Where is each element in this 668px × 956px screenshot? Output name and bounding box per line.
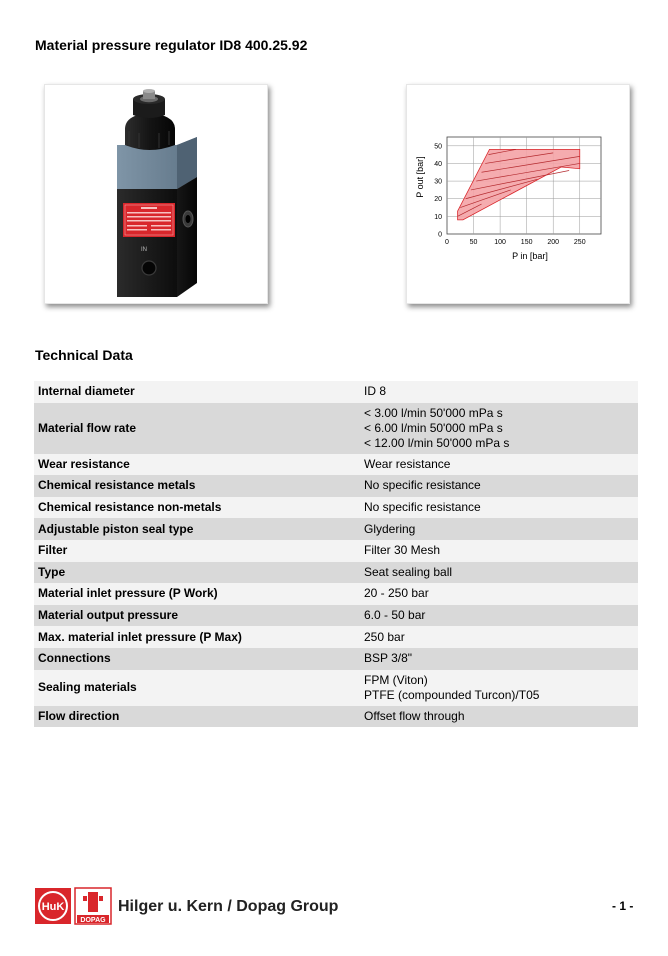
pressure-chart xyxy=(406,84,630,304)
section-title: Technical Data xyxy=(35,347,133,363)
table-row xyxy=(34,454,638,476)
y-tick-label: 20 xyxy=(434,196,442,204)
row-value xyxy=(360,454,638,476)
row-label: Chemical resistance metals xyxy=(38,478,196,493)
row-value xyxy=(360,540,638,562)
row-value-line: 6.0 - 50 bar xyxy=(364,608,426,623)
chart-x-label: P in [bar] xyxy=(512,251,548,261)
row-label: Type xyxy=(38,564,66,579)
row-value-line: No specific resistance xyxy=(364,478,481,493)
y-tick-label: 10 xyxy=(434,213,442,221)
row-value xyxy=(360,562,638,584)
row-value xyxy=(360,670,638,706)
table-row xyxy=(34,670,638,706)
row-value xyxy=(360,605,638,627)
y-tick-label: 30 xyxy=(434,178,442,186)
row-value-line: < 12.00 l/min 50'000 mPa s xyxy=(364,435,510,450)
row-value-line: 250 bar xyxy=(364,629,405,644)
row-label: Material flow rate xyxy=(38,420,137,435)
row-label: Internal diameter xyxy=(38,384,135,399)
row-value-line: PTFE (compounded Turcon)/T05 xyxy=(364,687,540,702)
row-label: Chemical resistance non-metals xyxy=(38,500,222,515)
table-row xyxy=(34,605,638,627)
row-value-line: ID 8 xyxy=(364,384,387,399)
table-row xyxy=(34,381,638,403)
pressure-chart-svg xyxy=(407,85,629,303)
row-value xyxy=(360,648,638,670)
y-tick-label: 50 xyxy=(434,143,442,151)
y-tick-label: 40 xyxy=(434,160,442,168)
table-row xyxy=(34,475,638,497)
adjustment-knob xyxy=(125,113,175,150)
table-row xyxy=(34,626,638,648)
row-label: Adjustable piston seal type xyxy=(38,521,194,536)
chart-y-label: P out [bar] xyxy=(415,156,425,198)
row-label: Filter xyxy=(38,543,68,558)
row-value-line: 20 - 250 bar xyxy=(364,586,429,601)
row-label: Wear resistance xyxy=(38,456,130,471)
row-value xyxy=(360,497,638,519)
huk-logo-text: HuK xyxy=(41,901,65,913)
row-value xyxy=(360,626,638,648)
table-row xyxy=(34,497,638,519)
row-value xyxy=(360,381,638,403)
page-title: Material pressure regulator ID8 400.25.92 xyxy=(35,37,308,53)
row-value-line: BSP 3/8" xyxy=(364,651,413,666)
inlet-port xyxy=(142,261,156,275)
table-row xyxy=(34,518,638,540)
row-value-line: Offset flow through xyxy=(364,708,465,723)
row-value xyxy=(360,475,638,497)
row-value xyxy=(360,518,638,540)
x-tick-label: 0 xyxy=(445,239,449,246)
x-tick-label: 250 xyxy=(573,239,586,246)
row-value-line: FPM (Viton) xyxy=(364,672,428,687)
table-row xyxy=(34,562,638,584)
row-value xyxy=(360,403,638,454)
table-row xyxy=(34,403,638,454)
row-value-line: Filter 30 Mesh xyxy=(364,543,441,558)
table-row xyxy=(34,583,638,605)
x-tick-label: 100 xyxy=(494,239,506,246)
row-value-line: No specific resistance xyxy=(364,500,481,515)
table-row xyxy=(34,706,638,728)
x-tick-label: 50 xyxy=(469,239,478,246)
row-label: Sealing materials xyxy=(38,680,137,695)
company-name: Hilger u. Kern / Dopag Group xyxy=(118,898,339,915)
row-label: Material inlet pressure (P Work) xyxy=(38,586,218,601)
technical-data-table xyxy=(34,381,638,727)
table-row xyxy=(34,648,638,670)
x-tick-label: 200 xyxy=(547,239,560,246)
page-number: - 1 - xyxy=(612,899,634,913)
row-label: Flow direction xyxy=(38,708,120,723)
product-image xyxy=(44,84,268,304)
inlet-label: IN xyxy=(141,247,147,253)
row-label: Connections xyxy=(38,651,111,666)
x-tick-label: 150 xyxy=(520,239,533,246)
row-value xyxy=(360,706,638,728)
row-value-line: < 6.00 l/min 50'000 mPa s xyxy=(364,420,503,435)
dopag-logo-text: DOPAG xyxy=(80,917,106,924)
row-value-line: Seat sealing ball xyxy=(364,564,453,579)
row-value-line: Glydering xyxy=(364,521,416,536)
row-label: Max. material inlet pressure (P Max) xyxy=(38,629,242,644)
row-value-line: < 3.00 l/min 50'000 mPa s xyxy=(364,405,503,420)
y-tick-label: 0 xyxy=(438,231,442,239)
row-value xyxy=(360,583,638,605)
company-logo xyxy=(35,887,113,930)
row-value-line: Wear resistance xyxy=(364,456,451,471)
row-label: Material output pressure xyxy=(38,608,179,623)
table-row xyxy=(34,540,638,562)
